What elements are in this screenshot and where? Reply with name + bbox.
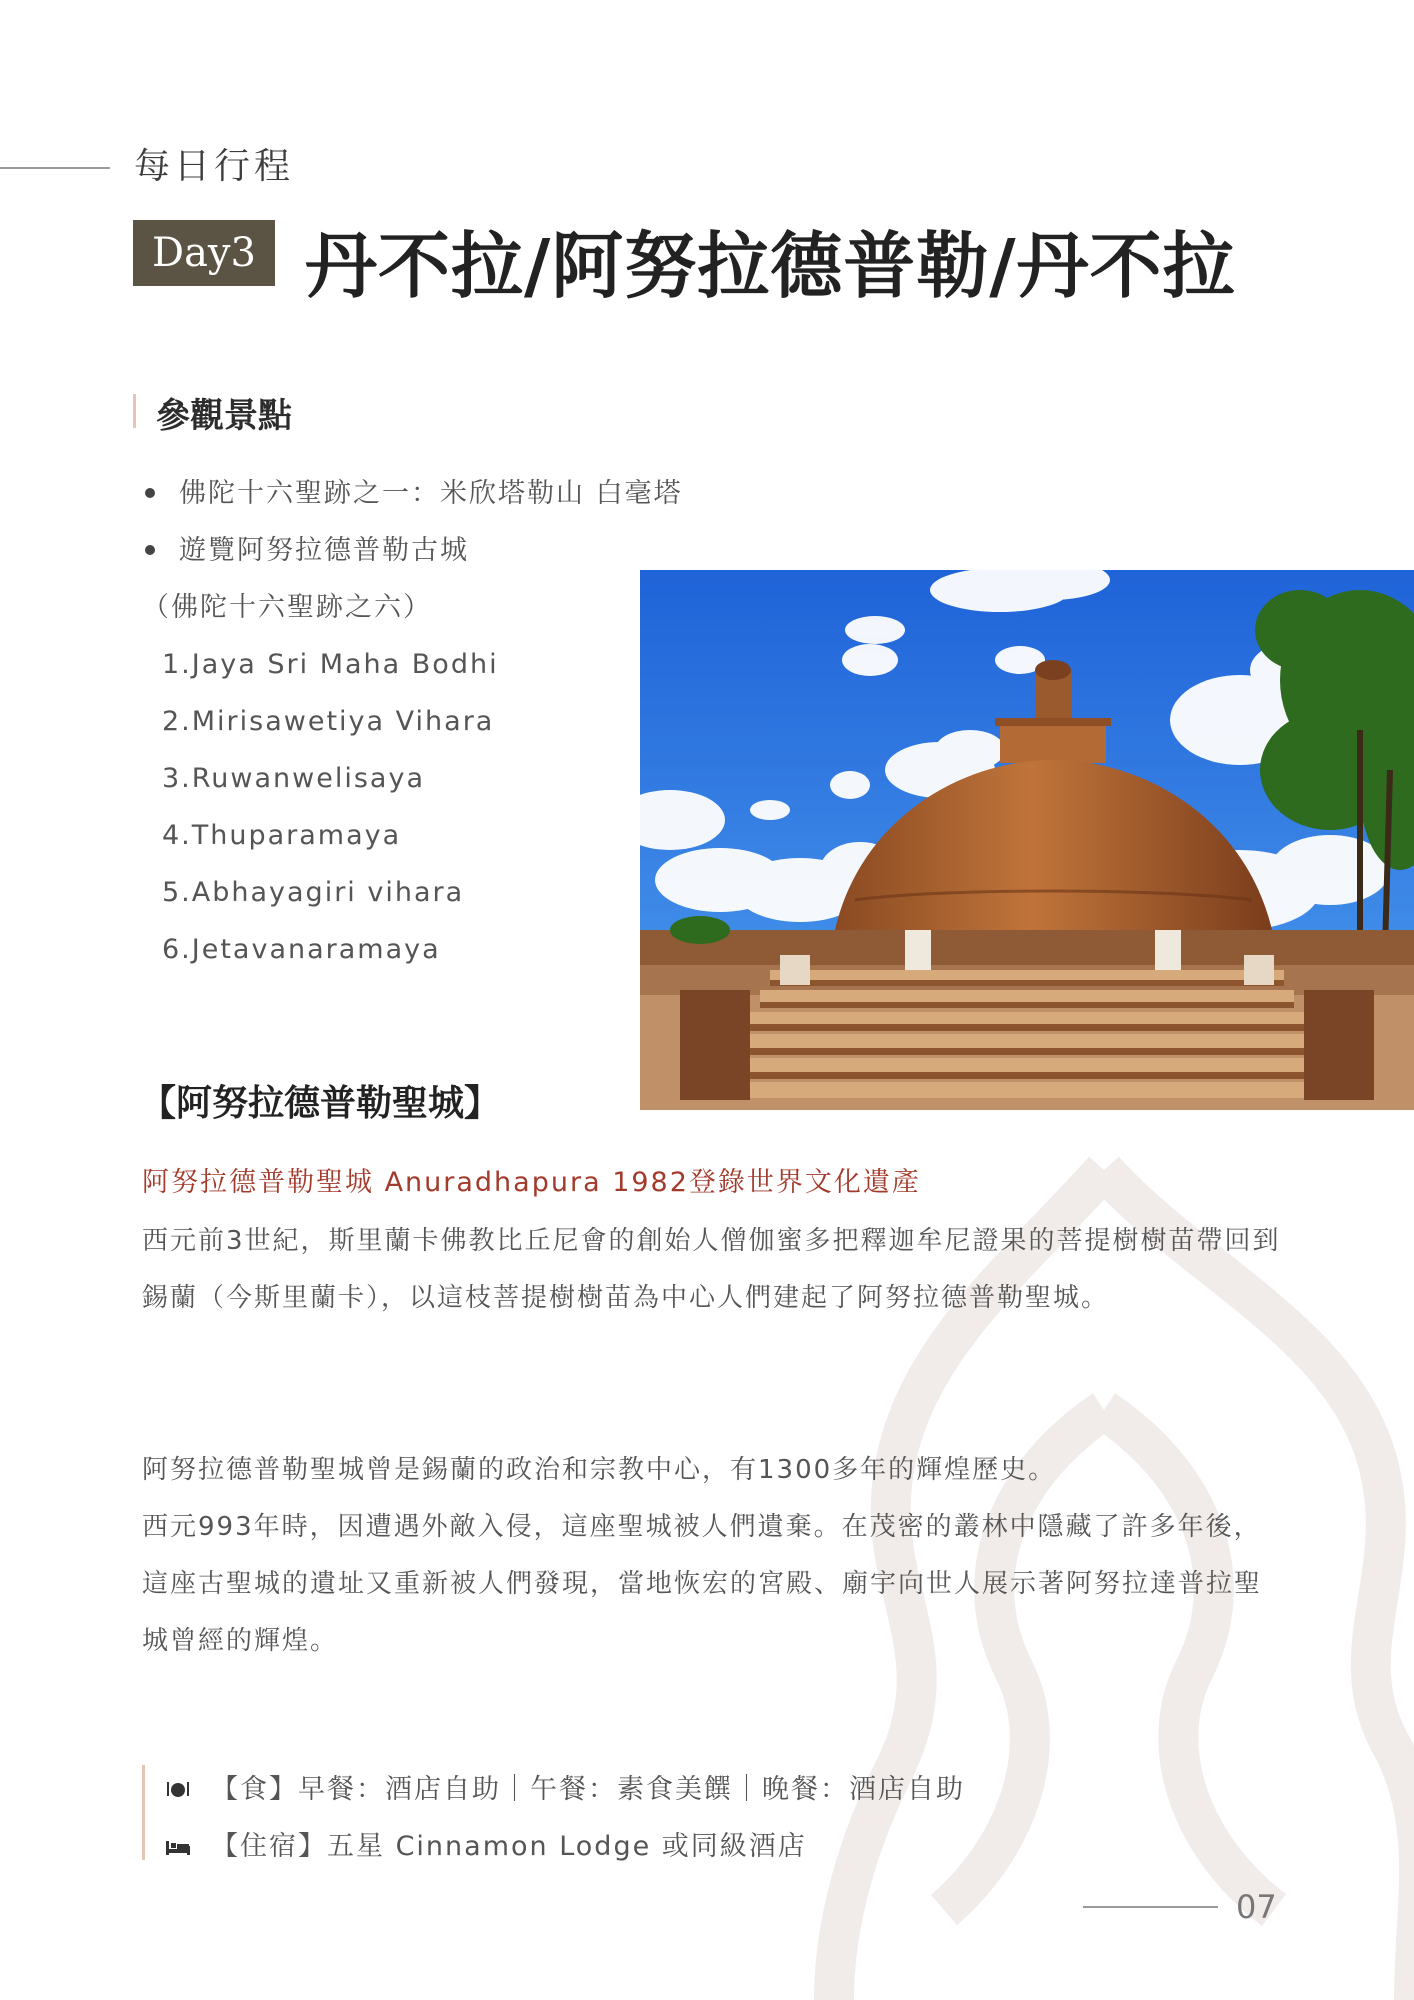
attractions-list [142,465,683,978]
site-item: 2.Mirisawetiya Vihara [162,706,495,737]
city-subtitle: 阿努拉德普勒聖城 Anuradhapura 1982登錄世界文化遺產 [142,1167,921,1198]
day-badge: Day3 [133,220,275,286]
site-item: 4.Thuparamaya [162,820,402,851]
site-item: 5.Abhayagiri vihara [162,877,465,908]
dining-icon [165,1776,191,1802]
hotel-info [165,1824,807,1863]
list-item: 佛陀十六聖跡之一：米欣塔勒山 白毫塔 [145,465,625,522]
paragraph-line: 西元993年時，因遭遇外敵入侵，這座聖城被人們遺棄。在茂密的叢林中隱藏了許多年後，這座古聖城的遺址又重新被人們發現，當地恢宏的宮殿、廟宇向世人展示著阿努拉達普拉聖城曾經的輝煌。 [142,1512,1263,1656]
heading-accent-bar [133,394,136,428]
meal-info [165,1767,965,1806]
site-item: 1.Jaya Sri Maha Bodhi [162,649,499,680]
bullet-icon [145,545,155,555]
bed-icon [165,1833,191,1859]
section-label: 每日行程 [134,146,295,187]
page-title: 丹不拉/阿努拉德普勒/丹不拉 [305,224,1236,308]
meal-text: 【食】早餐：酒店自助｜午餐：素食美饌｜晚餐：酒店自助 [211,1774,965,1805]
info-accent-bar [142,1765,145,1860]
paragraph-line: 阿努拉德普勒聖城曾是錫蘭的政治和宗教中心，有1300多年的輝煌歷史。 [142,1455,1057,1485]
city-heading: 【阿努拉德普勒聖城】 [140,1083,501,1124]
site-item: 6.Jetavanaramaya [162,934,441,965]
footer-rule [1083,1906,1218,1908]
list-item: 遊覽阿努拉德普勒古城 [145,522,625,579]
page-number: 07 [1236,1888,1277,1926]
site-item: 3.Ruwanwelisaya [162,763,425,794]
city-paragraph-1: 西元前3世紀，斯里蘭卡佛教比丘尼會的創始人僧伽蜜多把釋迦牟尼證果的菩提樹樹苗帶回到錫蘭（今斯里蘭卡），以這枝菩提樹樹苗為中心人們建起了阿努拉德普勒聖城。 [142,1226,1281,1313]
hotel-text: 【住宿】五星 Cinnamon Lodge 或同級酒店 [211,1831,807,1862]
city-paragraph-2 [142,1442,1282,1670]
list-note: （佛陀十六聖跡之六） [142,592,432,623]
header-rule [0,167,110,169]
bullet-icon [145,488,155,498]
attractions-heading: 參觀景點 [156,396,292,436]
stupa-photo [640,570,1414,1110]
